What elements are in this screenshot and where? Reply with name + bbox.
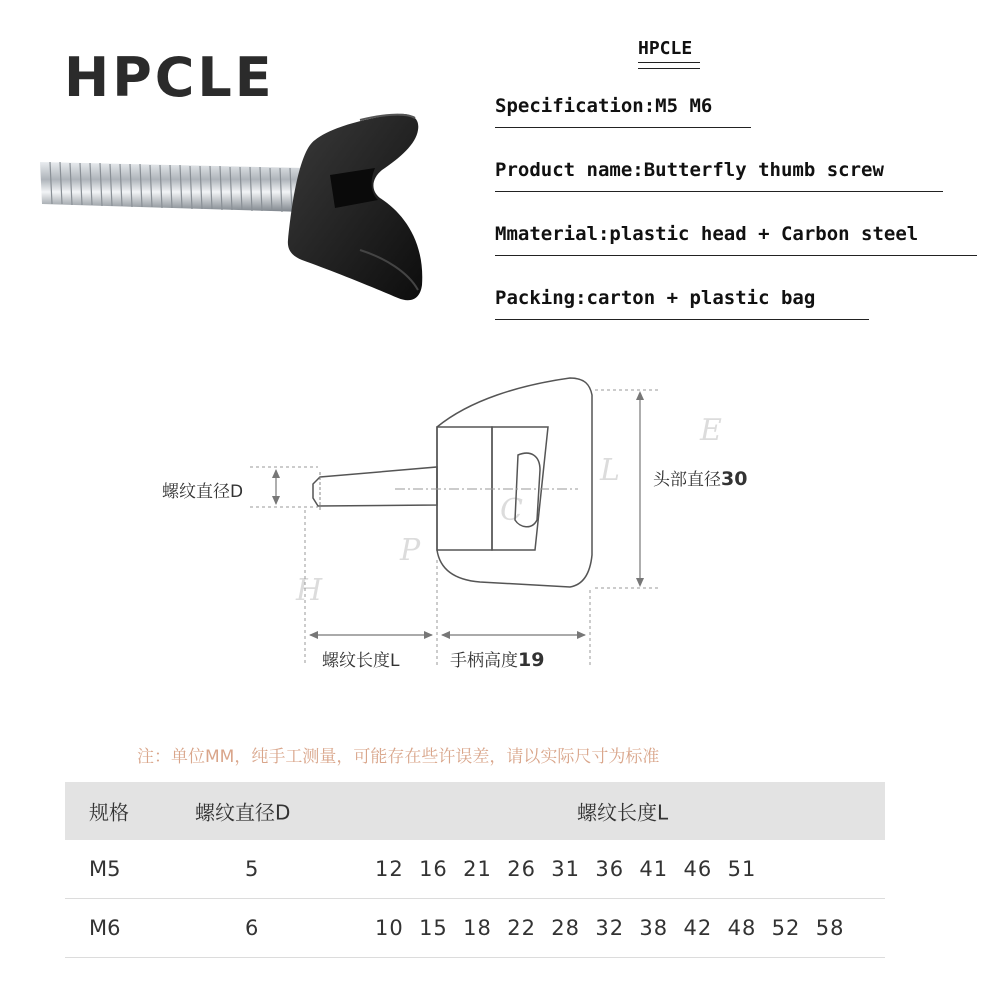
table-row — [65, 840, 885, 899]
spec-divider — [495, 319, 869, 320]
spec-title-underline — [638, 62, 700, 63]
watermark-letter: E — [700, 413, 722, 448]
watermark-letter: P — [400, 533, 421, 568]
header-diameter: 螺纹直径D — [195, 800, 291, 825]
spec-divider — [495, 127, 751, 128]
row-lengths: 10 15 18 22 28 32 38 42 48 52 58 — [375, 916, 845, 940]
watermark-letter: C — [500, 493, 523, 528]
header-length: 螺纹长度L — [577, 800, 669, 825]
row-diameter: 6 — [245, 916, 259, 940]
brand-logo: HPCLE — [64, 46, 275, 109]
handle-height-label: 手柄高度19 — [450, 649, 545, 671]
spec-table — [65, 782, 885, 958]
dimension-drawing — [0, 360, 1000, 690]
watermark — [295, 413, 722, 608]
threaded-shaft — [40, 162, 305, 212]
head-outline — [437, 378, 592, 587]
header-spec: 规格 — [89, 800, 129, 825]
row-spec: M6 — [89, 916, 121, 940]
spec-packing: Packing:carton + plastic bag — [495, 287, 816, 309]
watermark-letter: L — [600, 453, 620, 488]
table-header — [65, 782, 885, 840]
thread-diameter-label: 螺纹直径D — [162, 482, 244, 502]
spec-material: Mmaterial:plastic head + Carbon steel — [495, 223, 919, 245]
table-row — [65, 899, 885, 958]
thread-length-label: 螺纹长度L — [322, 651, 400, 671]
thread-shaft — [313, 467, 437, 506]
spec-divider — [495, 191, 943, 192]
spec-title: HPCLE — [638, 38, 693, 59]
spec-divider — [495, 255, 977, 256]
watermark-letter: H — [296, 573, 323, 608]
spec-product-name: Product name:Butterfly thumb screw — [495, 159, 884, 181]
spec-title-underline — [638, 68, 700, 69]
row-spec: M5 — [89, 857, 121, 881]
product-photo — [30, 100, 450, 320]
spec-specification: Specification:M5 M6 — [495, 95, 713, 117]
head-diameter-label: 头部直径30 — [653, 468, 748, 490]
row-lengths: 12 16 21 26 31 36 41 46 51 — [375, 857, 757, 881]
measurement-note: 注：单位MM，纯手工测量，可能存在些许误差，请以实际尺寸为标准 — [137, 747, 660, 767]
row-diameter: 5 — [245, 857, 259, 881]
plastic-wing-head — [288, 114, 422, 300]
